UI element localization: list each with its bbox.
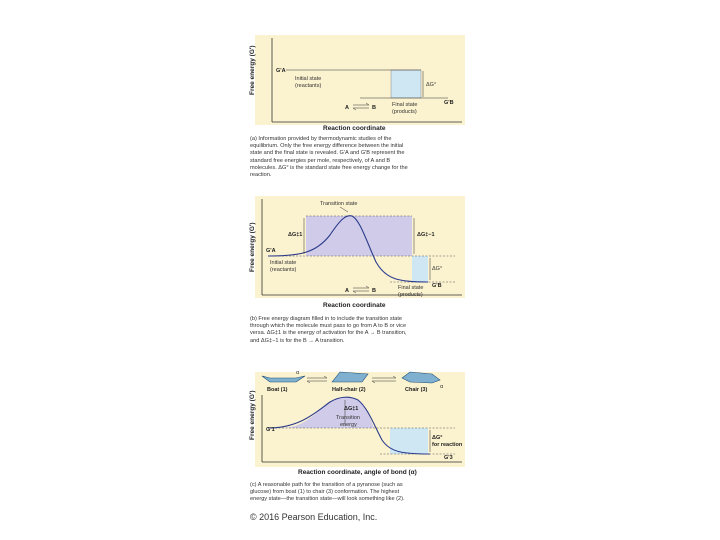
panel-c-delta-g-forward: ΔG‡1 bbox=[344, 406, 359, 412]
panel-b-final-state-sub: (products) bbox=[398, 292, 423, 298]
panel-a-x-axis-label: Reaction coordinate bbox=[323, 125, 386, 132]
panel-c-boat-label: Boat (1) bbox=[267, 387, 288, 393]
panel-b-initial-state: Initial state bbox=[270, 260, 297, 266]
half-chair-conformation-icon bbox=[332, 372, 368, 382]
panel-a-caption: (a) Information provided by thermodynamic studies of the equilibrium. Only the free energy difference between the initial state and the final state is revealed. G'A and G'B represent the standard free energies per mole, respectively, of A and B molecules. ΔG° is the standard state free energy change for the reaction. bbox=[250, 136, 408, 179]
panel-a-initial-state-sub: (reactants) bbox=[295, 83, 322, 89]
panel-c-x-axis-label: Reaction coordinate, angle of bond (α) bbox=[298, 469, 417, 476]
panel-b-delta-g-reverse: ΔG‡−1 bbox=[417, 232, 435, 238]
panel-c-transition-energy: Transition bbox=[336, 415, 360, 421]
panel-a-final-state: Final state bbox=[392, 102, 418, 108]
panel-c-y-axis-label: Free energy (G') bbox=[249, 390, 256, 440]
panel-a-eq-b: B bbox=[372, 105, 376, 111]
copyright-notice: © 2016 Pearson Education, Inc. bbox=[250, 512, 378, 522]
panel-c-delta-g-reaction: ΔG° bbox=[432, 435, 443, 441]
panel-b-final-state: Final state bbox=[398, 285, 424, 291]
panel-b-initial-state-sub: (reactants) bbox=[270, 267, 297, 273]
panel-b-delta-g: ΔG° bbox=[432, 266, 443, 272]
panel-a-y-axis-label: Free energy (G') bbox=[249, 45, 256, 95]
panel-b-delta-g-forward: ΔG‡1 bbox=[288, 232, 303, 238]
panel-c-delta-g-reaction-sub: for reaction bbox=[432, 442, 463, 448]
panel-a-initial-state: Initial state bbox=[295, 76, 322, 82]
panel-a-final-state-sub: (products) bbox=[392, 109, 417, 115]
panel-b-ga-label: G'A bbox=[266, 248, 276, 254]
panel-c-transition-energy-sub: energy bbox=[340, 422, 357, 428]
panel-b-caption: (b) Free energy diagram filled in to include the transition state through which the molecule must pass to go from A to B or vice versa. ΔG‡1 is the energy of activation for the A → B transition, and ΔG‡−1 is for the B → A transition. bbox=[250, 316, 407, 344]
panel-a-gb-label: G'B bbox=[444, 100, 454, 106]
panel-c-half-chair-label: Half-chair (2) bbox=[332, 387, 366, 393]
boat-conformation-icon bbox=[262, 376, 305, 382]
panel-a-eq-a: A bbox=[345, 105, 349, 111]
panel-b-transition-state: Transition state bbox=[320, 201, 358, 207]
panel-b-gb-label: G'B bbox=[432, 283, 442, 289]
panel-c-chair-label: Chair (3) bbox=[405, 387, 428, 393]
chair-conformation-icon bbox=[402, 372, 440, 383]
panel-c-alpha-boat: α bbox=[296, 370, 300, 376]
panel-c-g1-label: G'1 bbox=[266, 427, 275, 433]
panel-c-caption: (c) A reasonable path for the transition of a pyranose (such as glucose) from boat (1) to chair (3) conformation. The highest energy state—the transition state—will look something like (2). bbox=[250, 482, 405, 503]
panel-b-eq-b: B bbox=[372, 288, 376, 294]
panel-a-delta-g-label: ΔG° bbox=[426, 82, 437, 88]
panel-b-x-axis-label: Reaction coordinate bbox=[323, 302, 386, 309]
panel-b-eq-a: A bbox=[345, 288, 349, 294]
panel-b-y-axis-label: Free energy (G') bbox=[249, 222, 256, 272]
panel-a-ga-label: G'A bbox=[276, 68, 286, 74]
panel-c-g3-label: G'3 bbox=[444, 455, 453, 461]
panel-c-alpha-chair: α bbox=[440, 384, 444, 390]
